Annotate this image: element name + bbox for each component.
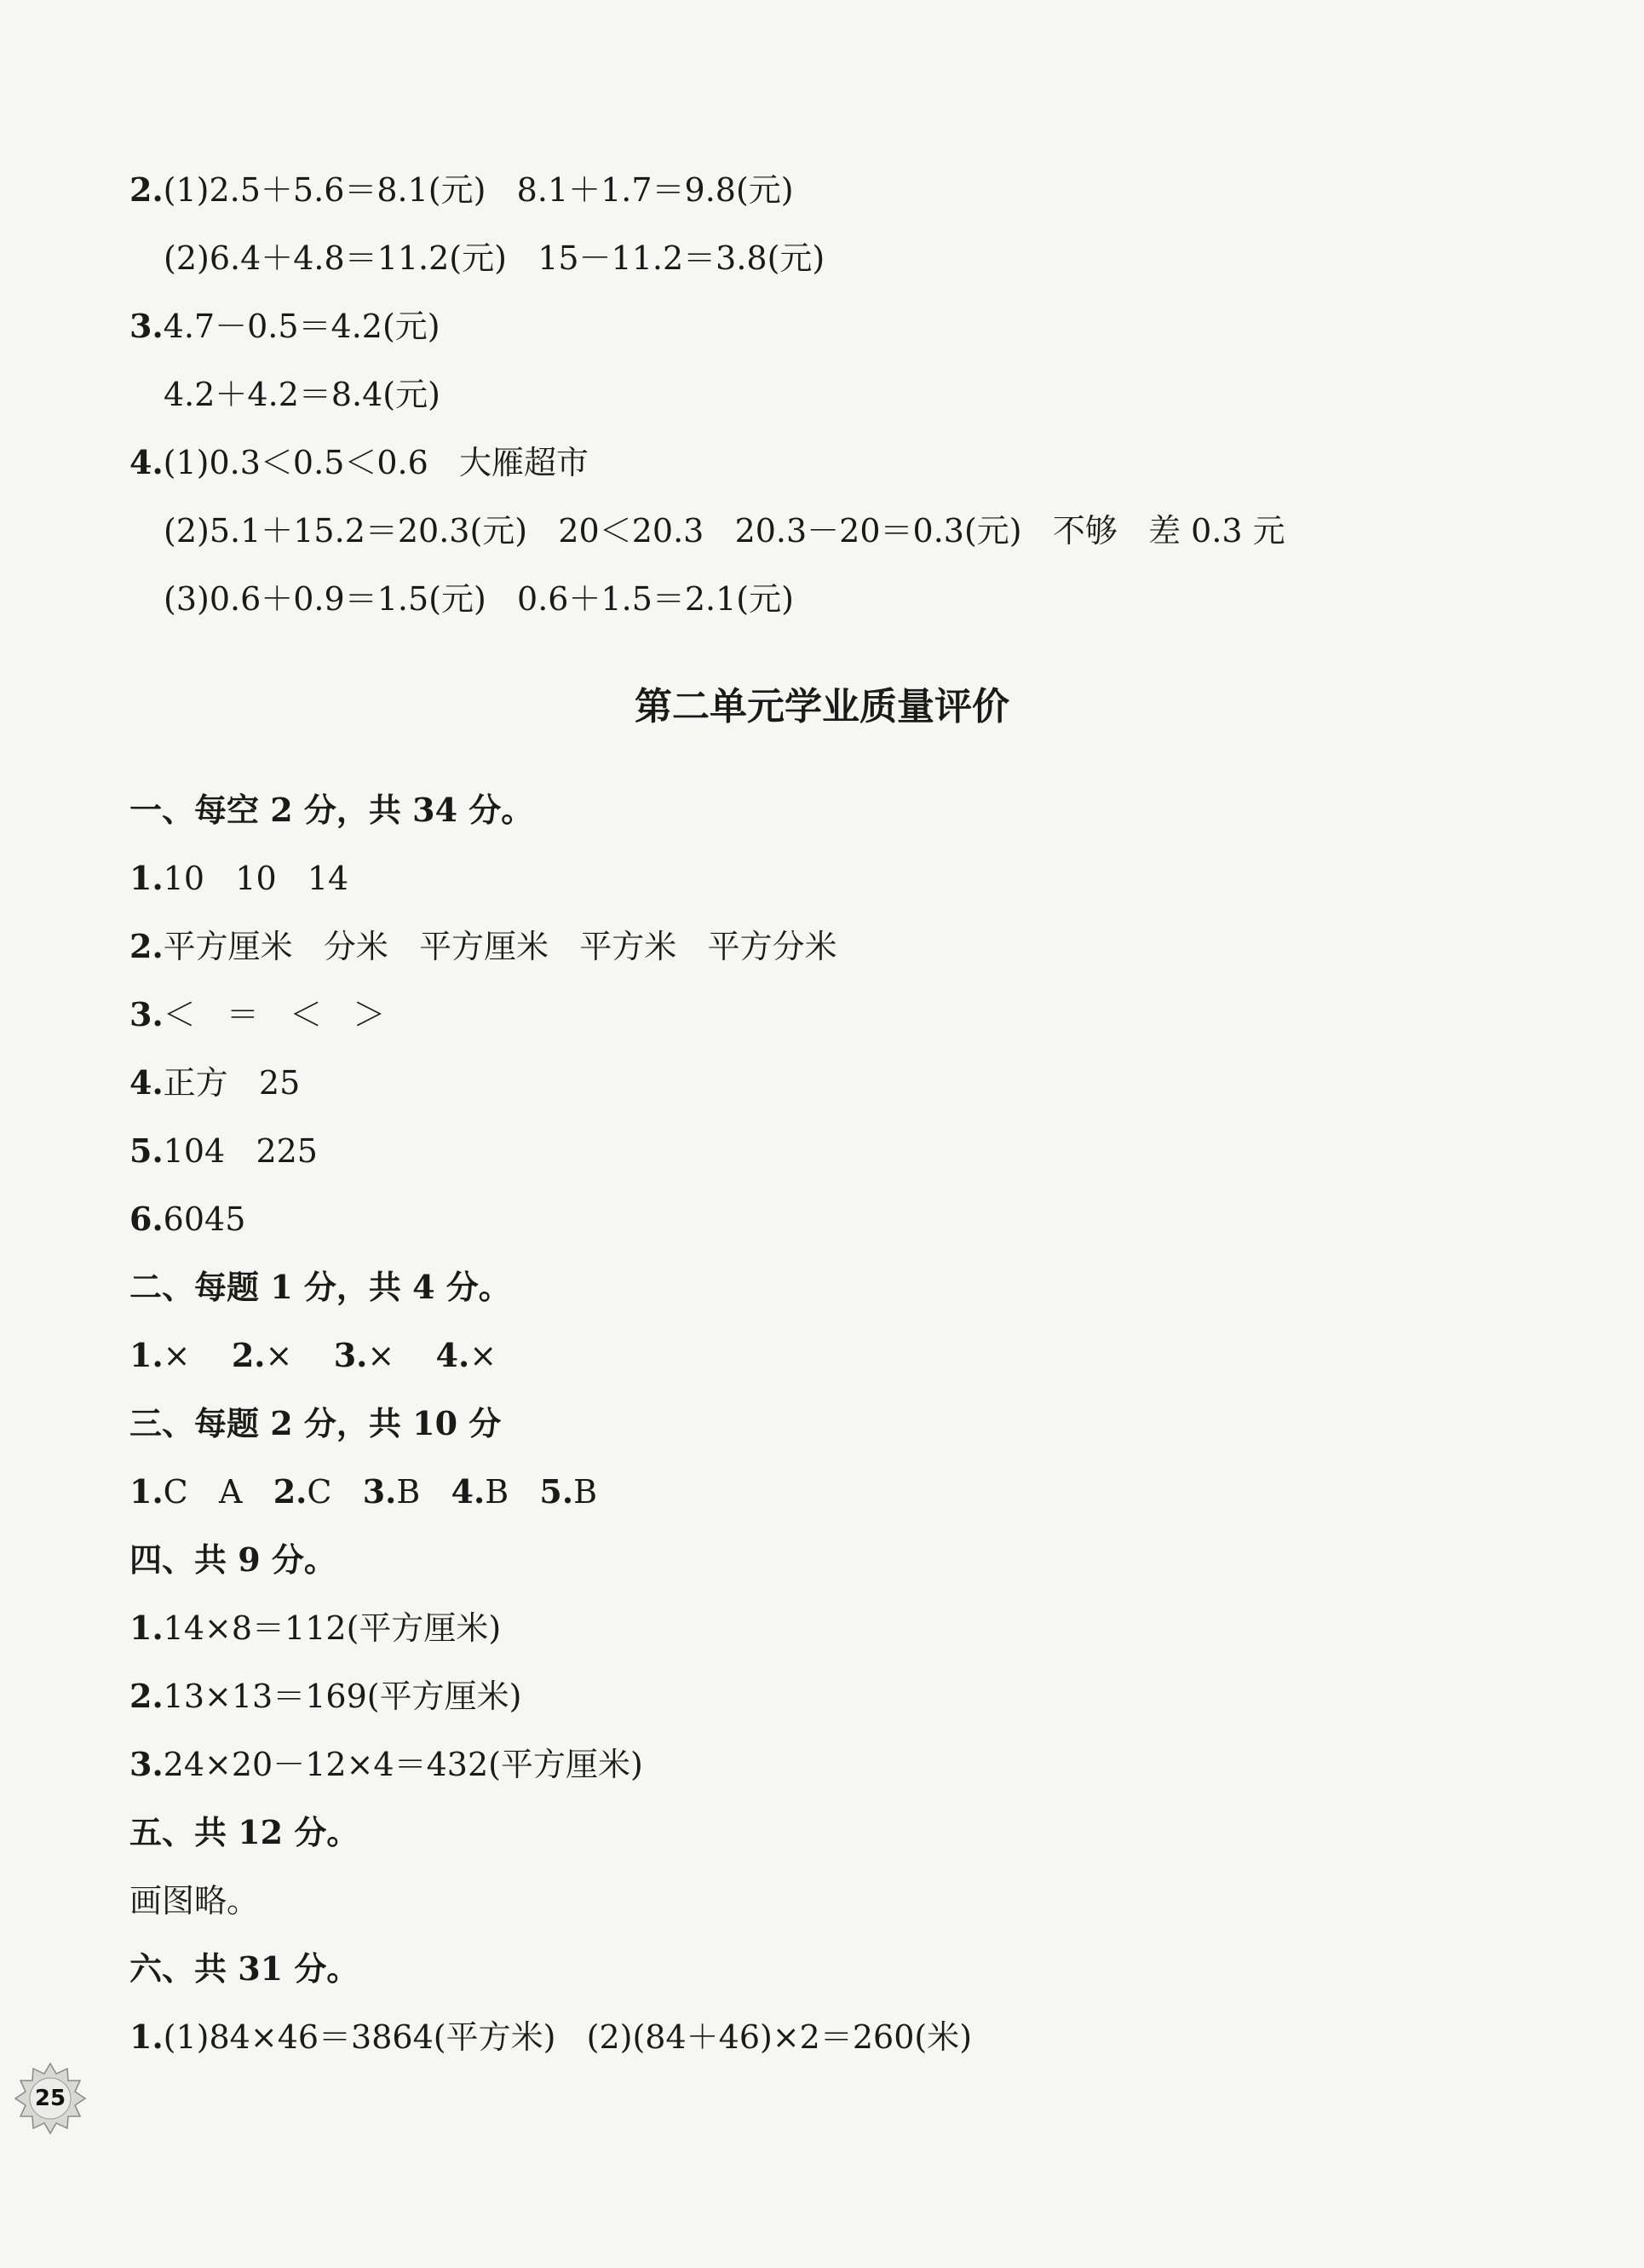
section-heading-5: 五、共 12 分。 — [129, 1813, 359, 1851]
answer-line: 1.(1)84×46＝3864(平方米) (2)(84＋46)×2＝260(米) — [129, 2018, 973, 2056]
answer-line: (2)5.1＋15.2＝20.3(元) 20＜20.3 20.3－20＝0.3(元) 不够 差 0.3 元 — [164, 512, 1285, 550]
answer-line: 4.(1)0.3＜0.5＜0.6 大雁超市 — [129, 443, 589, 481]
section-heading-1: 一、每空 2 分，共 34 分。 — [129, 791, 534, 829]
answer-line: (3)0.6＋0.9＝1.5(元) 0.6＋1.5＝2.1(元) — [164, 580, 794, 618]
section-heading-4: 四、共 9 分。 — [129, 1540, 336, 1579]
section-heading-6: 六、共 31 分。 — [129, 1949, 359, 1988]
answer-line: 2.平方厘米 分米 平方厘米 平方米 平方分米 — [129, 927, 837, 965]
section-title: 第二单元学业质量评价 — [635, 685, 1009, 728]
answer-line: 2.(1)2.5＋5.6＝8.1(元) 8.1＋1.7＝9.8(元) — [129, 170, 794, 209]
answer-line: 1.C A 2.C 3.B 4.B 5.B — [129, 1472, 598, 1511]
page-number: 25 — [34, 2086, 66, 2111]
answer-line: 4.正方 25 — [129, 1063, 301, 1102]
answer-line: 1.× 2.× 3.× 4.× — [129, 1336, 497, 1374]
answer-line: 1.10 10 14 — [129, 859, 349, 897]
answer-line: 3.4.7－0.5＝4.2(元) — [129, 307, 440, 345]
answer-line: 画图略。 — [129, 1882, 260, 1920]
answer-line: 6.6045 — [129, 1200, 246, 1238]
answer-line: 2.13×13＝169(平方厘米) — [129, 1677, 522, 1715]
page-number-badge — [14, 2062, 87, 2135]
answer-line: 3.24×20－12×4＝432(平方厘米) — [129, 1745, 643, 1783]
answer-line: (2)6.4＋4.8＝11.2(元) 15－11.2＝3.8(元) — [164, 239, 825, 277]
answer-line: 4.2＋4.2＝8.4(元) — [164, 376, 440, 413]
answer-line: 3.＜ ＝ ＜ ＞ — [129, 995, 386, 1033]
section-heading-3: 三、每题 2 分，共 10 分 — [129, 1404, 502, 1442]
section-heading-2: 二、每题 1 分，共 4 分。 — [129, 1268, 511, 1306]
answer-line: 5.104 225 — [129, 1131, 318, 1170]
answer-line: 1.14×8＝112(平方厘米) — [129, 1609, 502, 1647]
